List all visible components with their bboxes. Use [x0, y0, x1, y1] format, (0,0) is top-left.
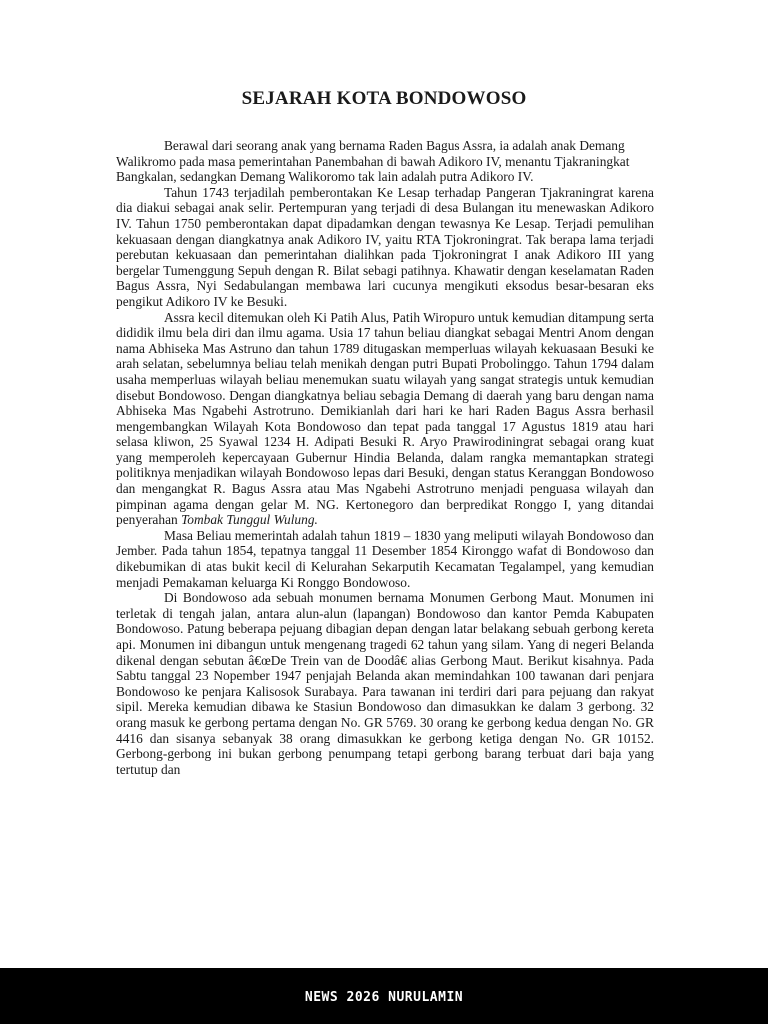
- page-title: SEJARAH KOTA BONDOWOSO: [241, 88, 527, 109]
- document-body: [116, 138, 654, 777]
- footer-text: NEWS 2026 NURULAMIN: [304, 989, 464, 1005]
- paragraph-1: Berawal dari seorang anak yang bernama Raden Bagus Assra, ia adalah anak Demang Walikromo pada masa pemerintahan Panembahan di bawah Adikoro IV, menantu Tjakraningkat Bangkalan, sedangkan Demang Walikoromo tak lain adalah putra Adikoro IV.: [116, 138, 630, 185]
- italic-phrase: Tombak Tunggul Wulung.: [181, 512, 318, 528]
- paragraph-2: Tahun 1743 terjadilah pemberontakan Ke Lesap terhadap Pangeran Tjakraningrat karena dia diakui sebagai anak selir. Pertempuran yang terjadi di desa Bulangan itu menewaskan Adikoro IV. Tahun 1750 pemberontakan dapat dipadamkan dengan tewasnya Ke Lesap. Terjadi pemulihan kekuasaan dengan diangkatnya anak Adikoro IV, yaitu RTA Tjokroningrat. Tak berapa lama terjadi perebutan kekuasaan dan pemerintahan dialihkan pada Tjokroningrat I anak Adikoro III yang bergelar Tumenggung Sepuh dengan R. Bilat sebagi patihnya. Khawatir dengan keselamatan Raden Bagus Assra, Nyi Sedabulangan membawa lari cucunya mengikuti eksodus besar-besaran eks pengikut Adikoro IV ke Besuki.: [116, 184, 654, 309]
- paragraph-4: Masa Beliau memerintah adalah tahun 1819 – 1830 yang meliputi wilayah Bondowoso dan Jember. Pada tahun 1854, tepatnya tanggal 11 Desember 1854 Kironggo wafat di Bondowoso dan dikebumikan di atas bukit kecil di Kelurahan Sekarputih Kecamatan Tegalampel, yang kemudian menjadi Pemakaman keluarga Ki Ronggo Bondowoso.: [116, 527, 654, 590]
- footer-bar: [0, 968, 768, 1024]
- paragraph-3-text: Assra kecil ditemukan oleh Ki Patih Alus, Patih Wiropuro untuk kemudian ditampung serta dididik ilmu bela diri dan ilmu agama. Usia 17 tahun beliau diangkat sebagai Mentri Anom dengan nama Abhiseka Mas Astruno dan tahun 1789 ditugaskan memperluas wilayah kekuasaan Besuki ke arah selatan, sebelumnya beliau telah menikah dengan putri Bupati Probolinggo. Tahun 1794 dalam usaha memperluas wilayah beliau menemukan suatu wilayah yang sangat strategis untuk kemudian disebut Bondowoso. Dengan diangkatnya beliau sebagia Demang di daerah yang baru dengan nama Abhiseka Mas Ngabehi Astrotruno. Demikianlah dari hari ke hari Raden Bagus Assra berhasil mengembangkan Wilayah Kota Bondowoso dan tepat pada tanggal 17 Agustus 1819 atau hari selasa kliwon, 25 Syawal 1234 H. Adipati Besuki R. Aryo Prawirodiningrat sebagai orang kuat yang memperoleh kepercayaan Gubernur Hindia Belanda, dalam rangka memantapkan strategi politiknya menjadikan wilayah Bondowoso lepas dari Besuki, dengan status Keranggan Bondowoso dan mengangkat R. Bagus Assra atau Mas Ngabehi Astrotruno menjadi penguasa wilayah dan pimpinan agama dengan gelar M. NG. Kertonegoro dan berpredikat Ronggo I, yang ditandai penyerahan: [116, 309, 654, 528]
- paragraph-3: [116, 310, 654, 528]
- paragraph-5: Di Bondowoso ada sebuah monumen bernama Monumen Gerbong Maut. Monumen ini terletak di tengah jalan, antara alun-alun (lapangan) Bondowoso dan kantor Pemda Kabupaten Bondowoso. Patung beberapa pejuang dibagian depan dengan latar belakang sebuah gerbong kereta api. Monumen ini dibangun untuk mengenang tragedi 62 tahun yang silam. Yang di negeri Belanda dikenal dengan sebutan â€œDe Trein van de Doodâ€ alias Gerbong Maut. Berikut kisahnya. Pada Sabtu tanggal 23 Nopember 1947 penjajah Belanda akan memindahkan 100 tawanan dari penjara Bondowoso ke penjara Kalisosok Surabaya. Para tawanan ini terdiri dari para pejuang dan rakyat sipil. Mereka kemudian dibawa ke Stasiun Bondowoso dan dimasukkan ke dalam 3 gerbong. 32 orang masuk ke gerbong pertama dengan No. GR 5769. 30 orang ke gerbong kedua dengan No. GR 4416 dan sisanya sebanyak 38 orang dimasukkan ke gerbong ketiga dengan No. GR 10152. Gerbong-gerbong ini bukan gerbong penumpang tetapi gerbong barang terbuat dari baja yang tertutup dan: [116, 590, 654, 777]
